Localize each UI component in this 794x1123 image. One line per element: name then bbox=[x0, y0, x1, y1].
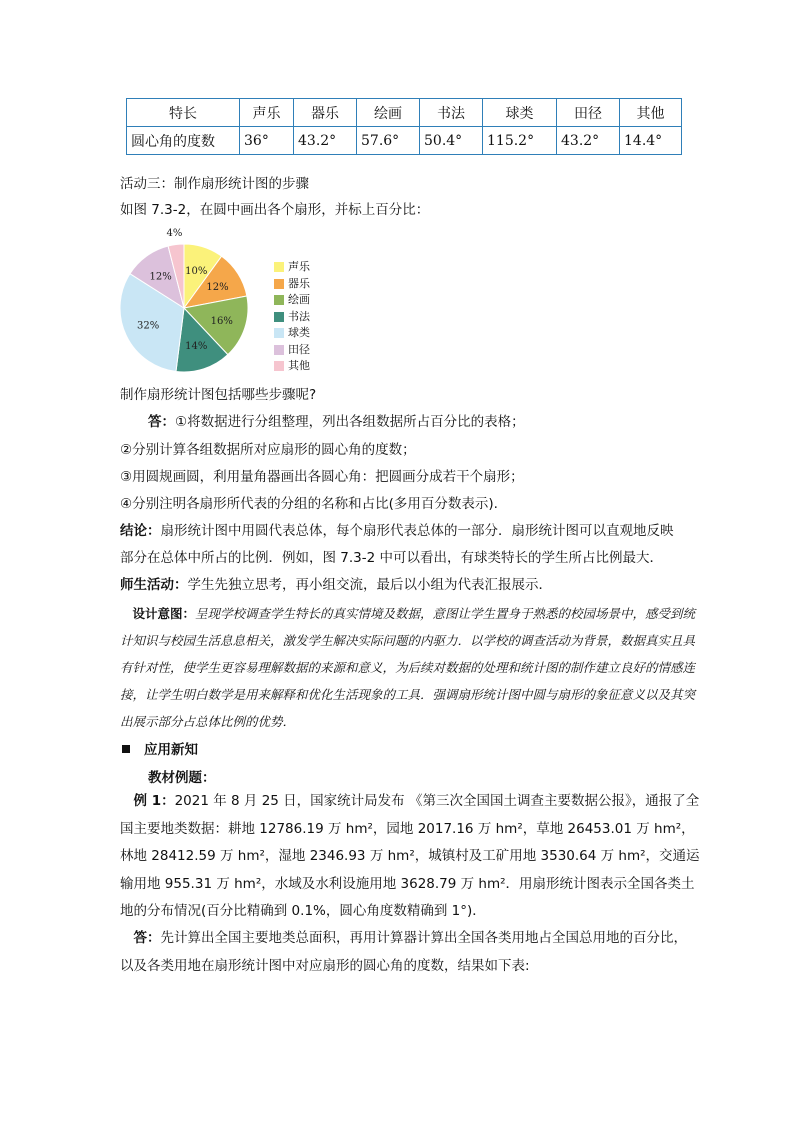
legend-label: 书法 bbox=[288, 309, 310, 323]
statistics-table bbox=[126, 98, 682, 155]
teacher-text: 学生先独立思考，再小组交流，最后以小组为代表汇报展示． bbox=[187, 577, 552, 593]
table-cell: 圆心角的度数 bbox=[127, 127, 240, 155]
legend-swatch bbox=[274, 262, 284, 272]
legend-item bbox=[274, 275, 310, 290]
example-1 bbox=[120, 788, 700, 926]
step-4: ④分别注明各扇形所代表的分组的名称和占比(多用百分数表示). bbox=[120, 496, 498, 512]
legend-swatch bbox=[274, 312, 284, 322]
legend-swatch bbox=[274, 279, 284, 289]
legend-item bbox=[274, 308, 310, 323]
conclusion-line-2: 部分在总体中所占的比例．例如，图 7.3-2 中可以看出，有球类特长的学生所占比例最大． bbox=[120, 550, 664, 566]
table-cell: 器乐 bbox=[294, 99, 357, 127]
conclusion-line-1 bbox=[120, 519, 674, 539]
table-cell: 43.2° bbox=[294, 127, 357, 155]
design-text: 呈现学校调查学生特长的真实情境及数据，意图让学生置身于熟悉的校园场景中，感受到统计知识与校园生活息息相关，激发学生解决实际问题的内驱力．以学校的调查活动为背景，数据真实且具有针对性，使学生更容易理解数据的来源和意义，为后续对数据的处理和统计图的制作建立良好的情感连接，让学生明白数学是用来解释和优化生活现象的工具．强调扇形统计图中圆与扇形的象征意义以及其突出展示部分占总体比例的优势． bbox=[120, 606, 696, 729]
table-cell: 特长 bbox=[127, 99, 240, 127]
slice-data-label: 12% bbox=[149, 271, 172, 283]
table-header-row bbox=[127, 99, 682, 127]
answer-line bbox=[148, 410, 525, 430]
table-cell: 57.6° bbox=[357, 127, 420, 155]
table-cell: 书法 bbox=[420, 99, 483, 127]
answer-2 bbox=[120, 925, 700, 980]
answer2-text: 先计算出全国主要地类总面积，再用计算器计算出全国各类用地占全国总用地的百分比，以及各类用地在扇形统计图中对应扇形的圆心角的度数，结果如下表: bbox=[120, 930, 687, 974]
legend-label: 器乐 bbox=[288, 276, 310, 290]
answer2-label: 答： bbox=[133, 930, 161, 946]
table-cell: 绘画 bbox=[357, 99, 420, 127]
step-2: ②分别计算各组数据所对应扇形的圆心角的度数； bbox=[120, 442, 416, 458]
question-text: 制作扇形统计图包括哪些步骤呢? bbox=[120, 387, 317, 403]
answer-label: 答： bbox=[148, 414, 175, 430]
conclusion-label: 结论： bbox=[120, 523, 161, 539]
table-cell: 其他 bbox=[620, 99, 682, 127]
table-row bbox=[127, 127, 682, 155]
legend-label: 绘画 bbox=[288, 293, 310, 306]
pie-chart-svg bbox=[118, 218, 258, 380]
example-label: 例 1： bbox=[133, 793, 175, 809]
slice-data-label: 16% bbox=[210, 315, 233, 327]
table-cell: 声乐 bbox=[240, 99, 294, 127]
legend-label: 田径 bbox=[288, 342, 310, 356]
legend-swatch bbox=[274, 295, 284, 305]
table-cell: 50.4° bbox=[420, 127, 483, 155]
design-intent bbox=[120, 600, 696, 735]
step-1: ①将数据进行分组整理，列出各组数据所占百分比的表格； bbox=[175, 414, 525, 430]
activity3-title: 活动三：制作扇形统计图的步骤 bbox=[120, 176, 309, 192]
legend-item bbox=[274, 357, 310, 372]
slice-data-label: 10% bbox=[185, 265, 208, 277]
step-3: ③用圆规画圆，利用量角器画出各圆心角：把圆画分成若干个扇形； bbox=[120, 469, 524, 485]
activity3-intro: 如图 7.3-2，在圆中画出各个扇形，并标上百分比： bbox=[120, 202, 430, 218]
table-cell: 115.2° bbox=[483, 127, 557, 155]
textbook-example-label: 教材例题： bbox=[148, 770, 216, 786]
slice-data-label: 12% bbox=[206, 282, 229, 294]
slice-data-label: 14% bbox=[185, 341, 208, 353]
design-label: 设计意图： bbox=[132, 606, 196, 621]
table-cell: 36° bbox=[240, 127, 294, 155]
table-cell: 14.4° bbox=[620, 127, 682, 155]
teacher-label: 师生活动： bbox=[120, 577, 188, 593]
legend-swatch bbox=[274, 345, 284, 355]
legend-item bbox=[274, 291, 310, 306]
section-heading bbox=[122, 738, 198, 758]
slice-data-label: 4% bbox=[166, 228, 183, 240]
section-title: 应用新知 bbox=[144, 742, 198, 758]
teacher-activity bbox=[120, 573, 552, 593]
table-cell: 43.2° bbox=[557, 127, 620, 155]
pie-chart bbox=[118, 218, 338, 380]
legend-item bbox=[274, 341, 310, 356]
conclusion-text-1: 扇形统计图中用圆代表总体，每个扇形代表总体的一部分．扇形统计图可以直观地反映 bbox=[160, 523, 674, 539]
legend-item bbox=[274, 324, 310, 339]
slice-data-label: 32% bbox=[136, 320, 160, 332]
legend-label: 声乐 bbox=[288, 260, 310, 273]
table-cell: 球类 bbox=[483, 99, 557, 127]
example-text: 2021 年 8 月 25 日，国家统计局发布 《第三次全国国土调查主要数据公报》，通报了全国主要地类数据：耕地 12786.19 万 hm²，园地 2017.16 万 hm²，草地 26453.01 万 hm²，林地 28412.59 万 hm²，湿地 2346.93 万 hm²，城镇村及工矿用地 3530.64 万 hm²，交通运输用地 955.31 万 hm²，水域及水利设施用地 3628.79 万 hm²．用扇形统计图表示全国各类土地的分布情况(百分比精确到 0.1%，圆心角度数精确到 1°)． bbox=[120, 793, 700, 919]
table-cell: 田径 bbox=[557, 99, 620, 127]
legend-swatch bbox=[274, 361, 284, 371]
legend-item bbox=[274, 258, 310, 273]
square-bullet-icon bbox=[122, 745, 130, 753]
legend-label: 球类 bbox=[288, 326, 310, 339]
legend-label: 其他 bbox=[288, 359, 310, 372]
legend-swatch bbox=[274, 328, 284, 338]
